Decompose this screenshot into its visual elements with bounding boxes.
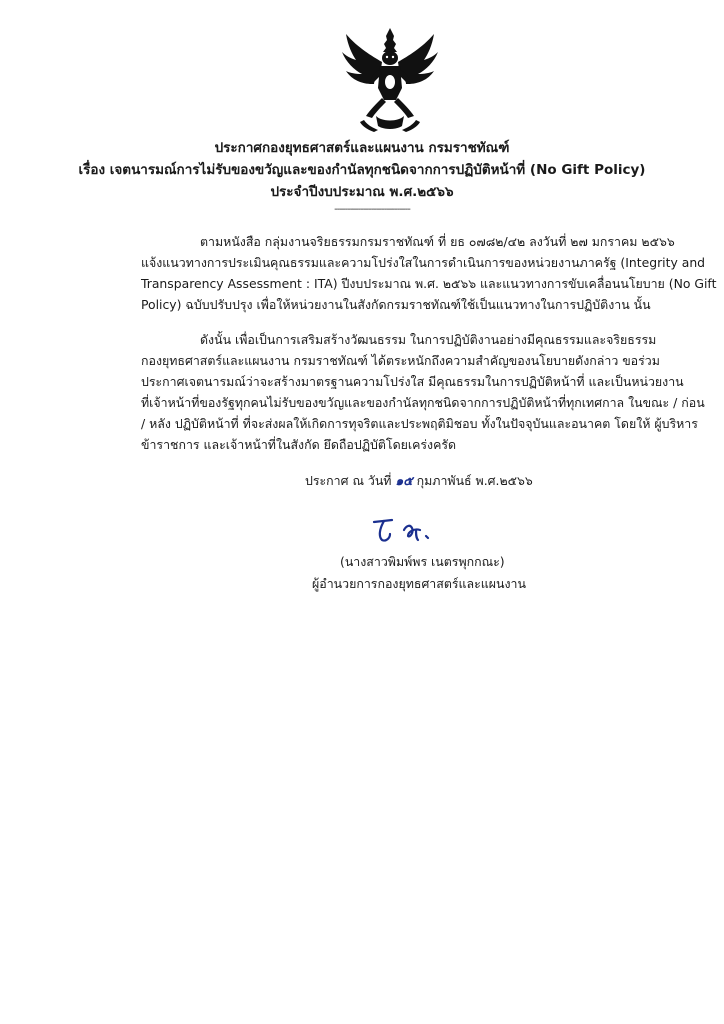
- signer-name: (นางสาวพิมพ์พร เนตรพุกกณะ): [340, 554, 505, 569]
- header-separator: -----------------------------: [334, 204, 410, 215]
- para1-line: Transparency Assessment : ITA) ปีงบประมาณ พ.ศ. ๒๕๖๖ และแนวทางการขับเคลื่อนนโยบาย (No Gift: [141, 276, 717, 291]
- para2-line: ดังนั้น เพื่อเป็นการเสริมสร้างวัฒนธรรม ในการปฏิบัติงานอย่างมีคุณธรรมและจริยธรรม: [200, 332, 657, 347]
- announcement-date: [305, 471, 533, 491]
- handwritten-signature: [368, 512, 448, 548]
- announcement-issuer: ประกาศกองยุทธศาสตร์และแผนงาน กรมราชทัณฑ์: [214, 140, 510, 156]
- date-day-handwritten: ๑๕: [395, 473, 413, 488]
- para2-line: ข้าราชการ และเจ้าหน้าที่ในสังกัด ยึดถือปฏิบัติโดยเคร่งครัด: [141, 437, 457, 452]
- para2-line: กองยุทธศาสตร์และแผนงาน กรมราชทัณฑ์ ได้ตระหนักถึงความสำคัญของนโยบายดังกล่าว ขอร่วม: [141, 353, 660, 368]
- para1-line: ตามหนังสือ กลุ่มงานจริยธรรมกรมราชทัณฑ์ ที่ ยธ ๐๗๘๒/๔๒ ลงวันที่ ๒๗ มกราคม ๒๕๖๖: [200, 234, 675, 249]
- date-suffix: กุมภาพันธ์ พ.ศ.๒๕๖๖: [416, 473, 533, 488]
- garuda-emblem-icon: [336, 26, 444, 134]
- date-prefix: ประกาศ ณ วันที่: [305, 473, 392, 488]
- para1-line: Policy) ฉบับปรับปรุง เพื่อให้หน่วยงานในสังกัดกรมราชทัณฑ์ใช้เป็นแนวทางในการปฏิบัติงาน นั้น: [141, 297, 651, 312]
- fiscal-year-line: ประจำปีงบประมาณ พ.ศ.๒๕๖๖: [270, 184, 454, 200]
- para2-line: / หลัง ปฏิบัติหน้าที่ ที่จะส่งผลให้เกิดการทุจริตและประพฤติมิชอบ ทั้งในปัจจุบันและอนาคต โดยให้ ผู้บริหาร: [141, 416, 698, 431]
- para2-line: ประกาศเจตนารมณ์ว่าจะสร้างมาตรฐานความโปร่งใส มีคุณธรรมในการปฏิบัติหน้าที่ และเป็นหน่วยงาน: [141, 374, 684, 389]
- para1-line: แจ้งแนวทางการประเมินคุณธรรมและความโปร่งใสในการดำเนินการของหน่วยงานภาครัฐ (Integrity and: [141, 255, 706, 270]
- announcement-subject: เรื่อง เจตนารมณ์การไม่รับของขวัญและของกำนัลทุกชนิดจากการปฏิบัติหน้าที่ (No Gift Policy): [78, 162, 646, 178]
- signer-title: ผู้อำนวยการกองยุทธศาสตร์และแผนงาน: [312, 576, 526, 591]
- para2-line: ที่เจ้าหน้าที่ของรัฐทุกคนไม่รับของขวัญและของกำนัลทุกชนิดจากการปฏิบัติหน้าที่ทุกเทศกาล ในขณะ / ก่อน: [141, 395, 705, 410]
